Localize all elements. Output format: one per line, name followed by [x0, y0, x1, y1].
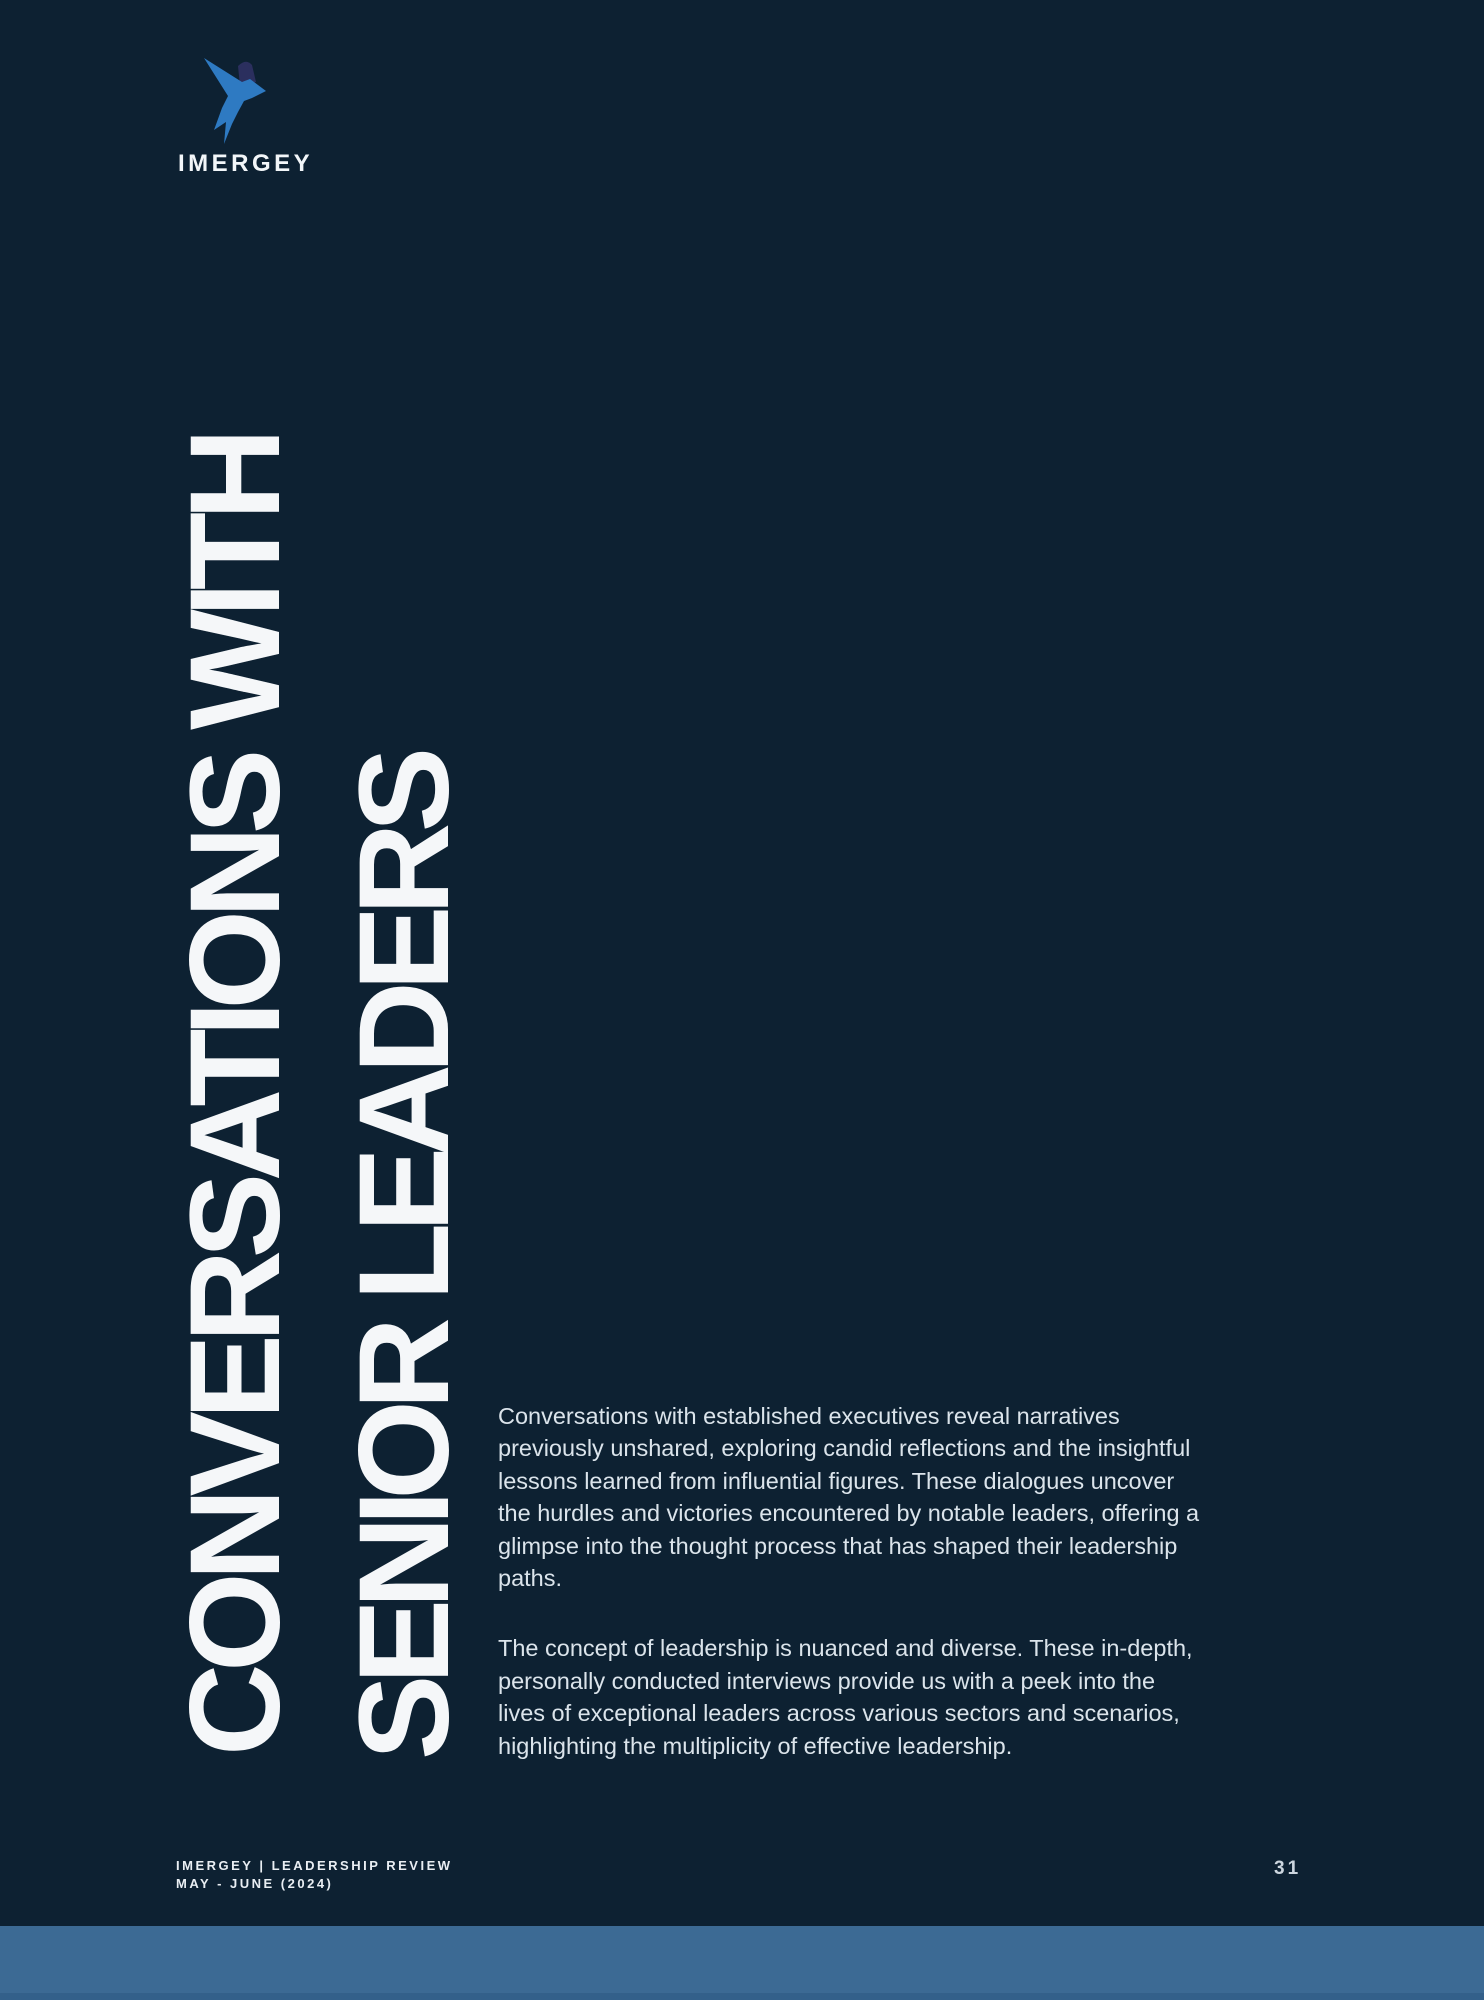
footer-publication-line: IMERGEY | LEADERSHIP REVIEW [176, 1858, 453, 1873]
footer-issue-line: MAY - JUNE (2024) [176, 1876, 334, 1891]
article-intro [498, 1400, 1204, 1762]
headline-line-senior-leaders: SENIOR LEADERS [333, 756, 476, 1760]
bird-body-shape [204, 58, 266, 144]
page-number: 31 [1274, 1858, 1302, 1879]
intro-paragraph-2: The concept of leadership is nuanced and diverse. These in-depth, personally conducted interviews provide us with a peek into the lives of exceptional leaders across various sectors and scenarios, highlighting the multiplicity of effective leadership. [498, 1635, 1193, 1759]
brand-wordmark: IMERGEY [178, 150, 314, 177]
intro-paragraph-1: Conversations with established executives reveal narratives previously unshared, exploring candid reflections and the insightful lessons learned from influential figures. These dialogues uncover the hurdles and victories encountered by notable leaders, offering a glimpse into the thought process that has shaped their leadership paths. [498, 1403, 1200, 1592]
headline-line-conversations-with: CONVERSATIONS WITH [164, 436, 307, 1756]
hummingbird-logo-icon [202, 58, 278, 150]
bottom-accent-bar-edge [0, 1993, 1484, 2000]
bottom-accent-bar [0, 1926, 1484, 2000]
footer-publication-info [176, 1857, 453, 1893]
